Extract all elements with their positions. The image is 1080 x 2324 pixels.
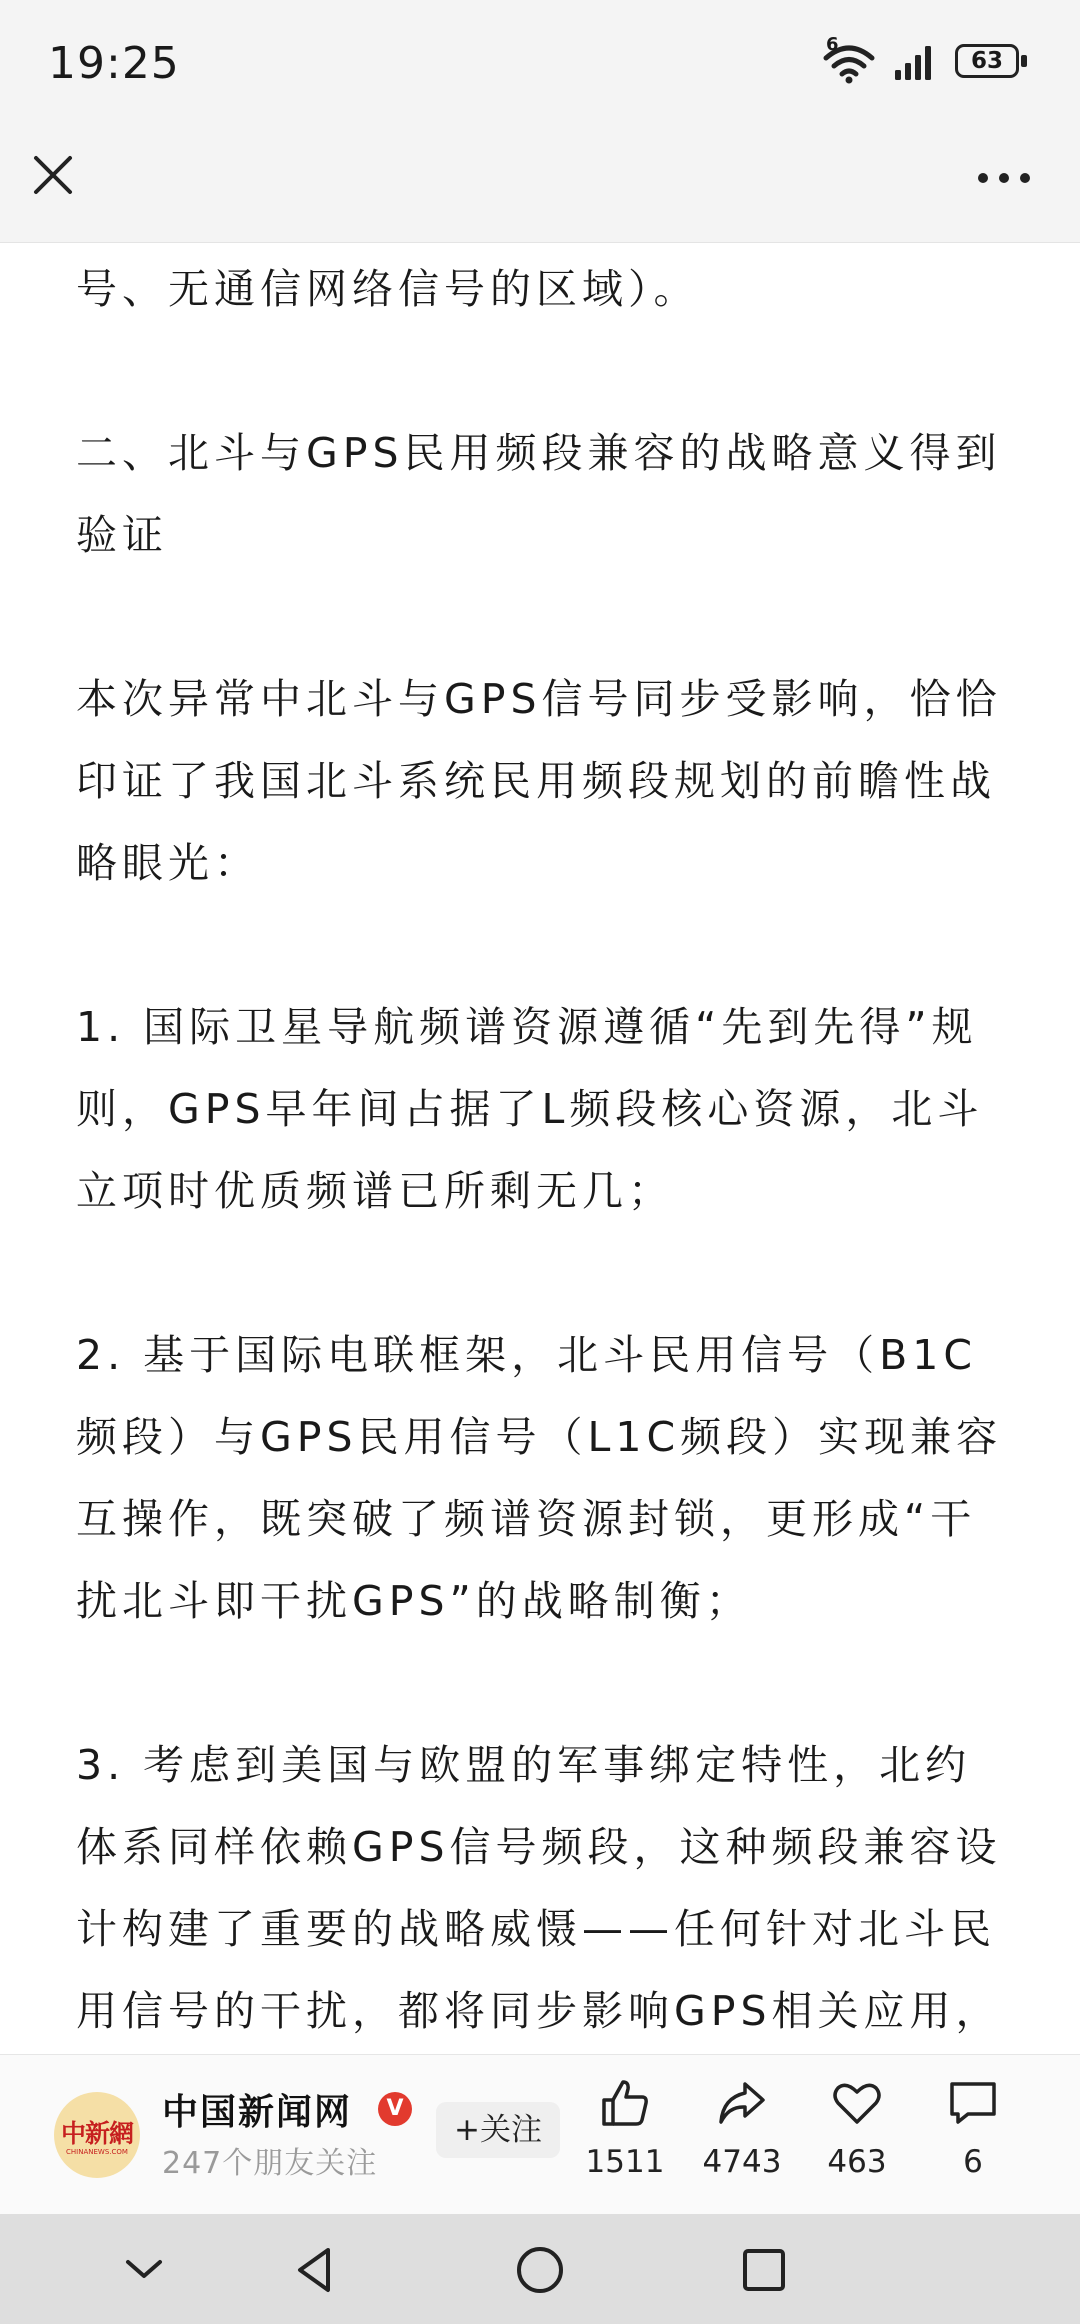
- status-time: 19:25: [48, 38, 180, 89]
- close-icon[interactable]: [32, 154, 74, 196]
- share-count: 4743: [702, 2144, 782, 2180]
- battery-icon: [955, 44, 1029, 80]
- avatar[interactable]: [54, 2092, 140, 2178]
- verified-icon: V: [378, 2092, 412, 2126]
- followers-count: 247个朋友关注: [162, 2146, 378, 2181]
- share-button[interactable]: [687, 2076, 797, 2196]
- article-paragraph: 号、无通信网络信号的区域）。: [76, 265, 700, 313]
- top-bar: [0, 130, 1080, 243]
- back-icon[interactable]: [288, 2242, 344, 2298]
- recents-icon[interactable]: [736, 2242, 792, 2298]
- article-body: [76, 248, 1006, 2134]
- like-count: 1511: [585, 2144, 665, 2180]
- signal-icon: [893, 42, 939, 82]
- comment-icon: [946, 2076, 1000, 2130]
- article-paragraph: 本次异常中北斗与GPS信号同步受影响，恰恰印证了我国北斗系统民用频段规划的前瞻性战略眼光：: [76, 675, 1002, 887]
- thumbs-up-icon: [598, 2076, 652, 2130]
- favorite-button[interactable]: [802, 2076, 912, 2196]
- heart-icon: [830, 2076, 884, 2130]
- avatar-logo-text: 中新網: [60, 2119, 133, 2148]
- favorite-count: 463: [827, 2144, 887, 2180]
- comment-button[interactable]: [918, 2076, 1028, 2196]
- wifi-badge: 6: [826, 34, 839, 55]
- article-paragraph: 3. 考虑到美国与欧盟的军事绑定特性，北约体系同样依赖GPS信号频段，这种频段兼容设计构建了重要的战略威慑——任何针对北斗民用信号的干扰，都将同步影响GPS相关应用，: [76, 1741, 1002, 2035]
- hide-keyboard-icon[interactable]: [116, 2242, 172, 2298]
- status-bar: [0, 0, 1080, 130]
- home-icon[interactable]: [512, 2242, 568, 2298]
- battery-level: 63: [970, 48, 1003, 74]
- more-icon[interactable]: [974, 168, 1034, 188]
- article-paragraph: 2. 基于国际电联框架，北斗民用信号（B1C频段）与GPS民用信号（L1C频段）实现兼容互操作，既突破了频谱资源封锁，更形成“干扰北斗即干扰GPS”的战略制衡；: [76, 1331, 1003, 1625]
- share-icon: [715, 2076, 769, 2130]
- follow-button[interactable]: +关注: [436, 2102, 560, 2158]
- comment-count: 6: [963, 2144, 983, 2180]
- like-button[interactable]: [570, 2076, 680, 2196]
- section-heading: 二、北斗与GPS民用频段兼容的战略意义得到验证: [76, 429, 1002, 559]
- account-name[interactable]: 中国新闻网: [162, 2092, 353, 2133]
- article-paragraph: 1. 国际卫星导航频谱资源遵循“先到先得”规则，GPS早年间占据了L频段核心资源，北斗立项时优质频谱已所剩无几；: [76, 1003, 984, 1215]
- avatar-logo-subtext: CHINANEWS.COM: [66, 2148, 128, 2156]
